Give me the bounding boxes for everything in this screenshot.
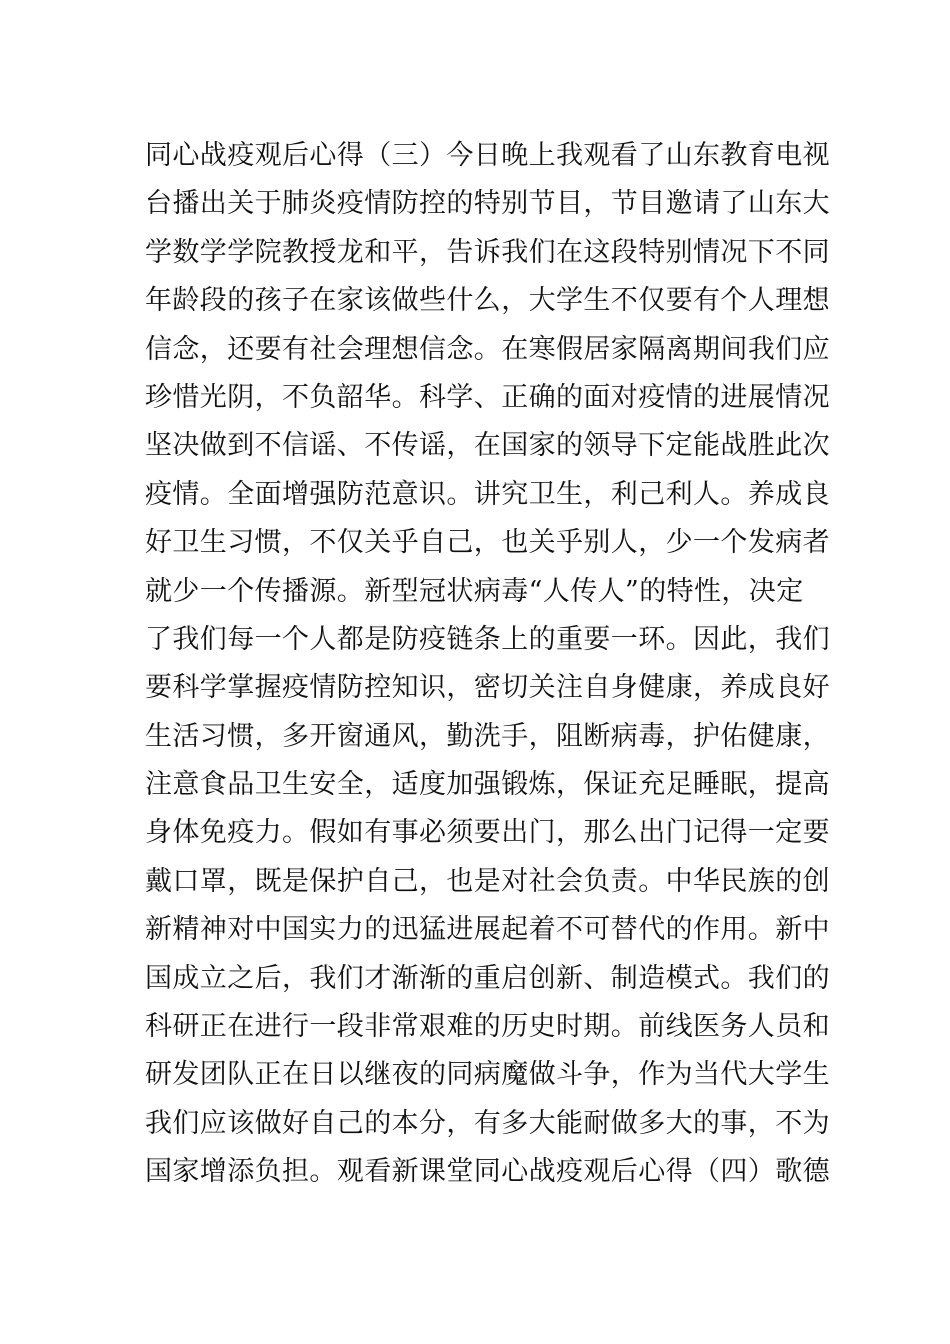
body-paragraph — [145, 132, 830, 1197]
text-line: 国家增添负担。观看新课堂同心战疫观后心得（四）歌德 — [145, 1156, 830, 1188]
text-line: 新精神对中国实力的迅猛进展起着不可替代的作用。新中 — [145, 914, 830, 946]
text-line: 好卫生习惯，不仅关乎自己，也关乎别人，少一个发病者 — [145, 527, 830, 559]
text-line: 国成立之后，我们才渐渐的重启创新、制造模式。我们的 — [145, 962, 830, 994]
text-line: 科研正在进行一段非常艰难的历史时期。前线医务人员和 — [145, 1011, 830, 1043]
text-line: 珍惜光阴，不负韶华。科学、正确的面对疫情的进展情况 — [145, 381, 830, 413]
text-line: 信念，还要有社会理想信念。在寒假居家隔离期间我们应 — [145, 333, 830, 365]
text-line: 生活习惯，多开窗通风，勤洗手，阻断病毒，护佑健康， — [145, 720, 830, 752]
text-line: 研发团队正在日以继夜的同病魔做斗争，作为当代大学生 — [145, 1059, 830, 1091]
text-line: 台播出关于肺炎疫情防控的特别节目，节目邀请了山东大 — [145, 188, 830, 220]
text-line: 身体免疫力。假如有事必须要出门，那么出门记得一定要 — [145, 817, 830, 849]
text-line: 就少一个传播源。新型冠状病毒“人传人”的特性，决定 — [145, 575, 804, 607]
text-line: 疫情。全面增强防范意识。讲究卫生，利己利人。养成良 — [145, 478, 830, 510]
text-line: 要科学掌握疫情防控知识，密切关注自身健康，养成良好 — [145, 672, 830, 704]
text-line: 学数学学院教授龙和平，告诉我们在这段特别情况下不同 — [145, 236, 830, 268]
text-line: 我们应该做好自己的本分，有多大能耐做多大的事，不为 — [145, 1107, 830, 1139]
text-line: 年龄段的孩子在家该做些什么，大学生不仅要有个人理想 — [145, 285, 830, 317]
text-line: 坚决做到不信谣、不传谣，在国家的领导下定能战胜此次 — [145, 430, 830, 462]
text-line: 同心战疫观后心得（三）今日晚上我观看了山东教育电视 — [145, 140, 830, 171]
text-line: 了我们每一个人都是防疫链条上的重要一环。因此，我们 — [145, 623, 830, 655]
text-line: 注意食品卫生安全，适度加强锻炼，保证充足睡眠，提高 — [145, 769, 830, 801]
text-line: 戴口罩，既是保护自己，也是对社会负责。中华民族的创 — [145, 865, 830, 897]
